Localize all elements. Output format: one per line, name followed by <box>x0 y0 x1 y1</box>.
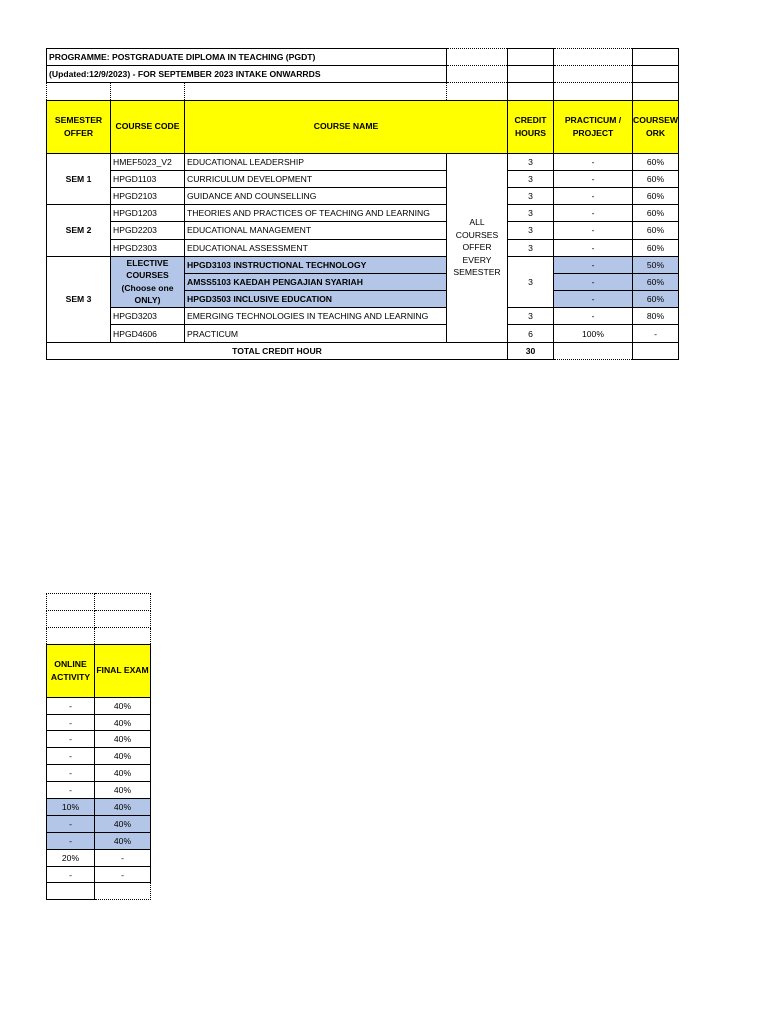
table-row <box>47 849 151 866</box>
final-value: 40% <box>95 731 151 748</box>
final-value: - <box>95 866 151 883</box>
course-name: THEORIES AND PRACTICES OF TEACHING AND LEARNING <box>185 205 447 222</box>
coursework-value: 60% <box>633 187 679 204</box>
credit-hours: 6 <box>508 325 554 342</box>
header-credit-hours: CREDIT HOURS <box>508 100 554 153</box>
final-value: 40% <box>95 748 151 765</box>
updated-note: (Updated:12/9/2023) - FOR SEPTEMBER 2023 INTAKE ONWARRDS <box>47 66 447 83</box>
table-row <box>47 866 151 883</box>
table-row <box>47 697 151 714</box>
course-code: HPGD2303 <box>111 239 185 256</box>
elective-label: ELECTIVE COURSES (Choose one ONLY) <box>111 256 185 308</box>
coursework-value: 60% <box>633 291 679 308</box>
online-value: 10% <box>47 799 95 816</box>
total-value: 30 <box>508 342 554 359</box>
course-name: CURRICULUM DEVELOPMENT <box>185 170 447 187</box>
coursework-value: 60% <box>633 239 679 256</box>
table-row <box>47 256 679 273</box>
header-course-name: COURSE NAME <box>185 100 508 153</box>
header-online-activity: ONLINE ACTIVITY <box>47 644 95 697</box>
course-code: HPGD4606 <box>111 325 185 342</box>
table-row <box>47 765 151 782</box>
course-name: PRACTICUM <box>185 325 447 342</box>
final-value: 40% <box>95 782 151 799</box>
course-code: HPGD2103 <box>111 187 185 204</box>
online-value: - <box>47 765 95 782</box>
course-code: HPGD3203 <box>111 308 185 325</box>
table-row <box>47 782 151 799</box>
table-row <box>47 325 679 342</box>
coursework-value: 60% <box>633 205 679 222</box>
assessment-table <box>46 593 151 900</box>
online-value: - <box>47 866 95 883</box>
practicum-value: - <box>554 239 633 256</box>
credit-hours: 3 <box>508 222 554 239</box>
credit-hours: 3 <box>508 187 554 204</box>
offer-note: ALL COURSES OFFER EVERY SEMESTER <box>447 153 508 342</box>
semester-label: SEM 1 <box>47 153 111 205</box>
header-coursework: COURSEWORK <box>633 100 679 153</box>
course-code: HPGD1103 <box>111 170 185 187</box>
practicum-value: - <box>554 153 633 170</box>
online-value: - <box>47 815 95 832</box>
table-row <box>47 748 151 765</box>
practicum-value: - <box>554 170 633 187</box>
table-row <box>47 153 679 170</box>
practicum-value: - <box>554 256 633 273</box>
table-row <box>47 187 679 204</box>
table-row <box>47 832 151 849</box>
course-name: GUIDANCE AND COUNSELLING <box>185 187 447 204</box>
course-name: AMSS5103 KAEDAH PENGAJIAN SYARIAH <box>185 273 447 290</box>
programme-title: PROGRAMME: POSTGRADUATE DIPLOMA IN TEACHING (PGDT) <box>47 49 447 66</box>
practicum-value: - <box>554 308 633 325</box>
credit-hours: 3 <box>508 256 554 308</box>
table-row <box>47 205 679 222</box>
final-value: 40% <box>95 799 151 816</box>
course-name: EDUCATIONAL ASSESSMENT <box>185 239 447 256</box>
coursework-value: 60% <box>633 222 679 239</box>
course-name: HPGD3503 INCLUSIVE EDUCATION <box>185 291 447 308</box>
total-row <box>47 342 679 359</box>
course-name: EDUCATIONAL LEADERSHIP <box>185 153 447 170</box>
table-row <box>47 799 151 816</box>
course-name: HPGD3103 INSTRUCTIONAL TECHNOLOGY <box>185 256 447 273</box>
coursework-value: - <box>633 325 679 342</box>
practicum-value: - <box>554 187 633 204</box>
semester-label: SEM 3 <box>47 256 111 342</box>
coursework-value: 60% <box>633 273 679 290</box>
final-value: - <box>95 849 151 866</box>
coursework-value: 60% <box>633 170 679 187</box>
practicum-value: - <box>554 291 633 308</box>
total-label: TOTAL CREDIT HOUR <box>47 342 508 359</box>
table-row <box>47 222 679 239</box>
header-practicum: PRACTICUM / PROJECT <box>554 100 633 153</box>
final-value: 40% <box>95 832 151 849</box>
online-value: - <box>47 731 95 748</box>
coursework-value: 80% <box>633 308 679 325</box>
table-row <box>47 170 679 187</box>
table-row <box>47 308 679 325</box>
credit-hours: 3 <box>508 308 554 325</box>
header-course-code: COURSE CODE <box>111 100 185 153</box>
header-semester: SEMESTER OFFER <box>47 100 111 153</box>
course-structure-table <box>46 48 679 360</box>
table-row <box>47 731 151 748</box>
table-row <box>47 714 151 731</box>
online-value: 20% <box>47 849 95 866</box>
coursework-value: 50% <box>633 256 679 273</box>
online-value: - <box>47 748 95 765</box>
course-code: HMEF5023_V2 <box>111 153 185 170</box>
credit-hours: 3 <box>508 205 554 222</box>
online-value: - <box>47 714 95 731</box>
credit-hours: 3 <box>508 170 554 187</box>
header-final-exam: FINAL EXAM <box>95 644 151 697</box>
practicum-value: - <box>554 222 633 239</box>
table-row <box>47 815 151 832</box>
final-value: 40% <box>95 714 151 731</box>
final-value: 40% <box>95 815 151 832</box>
semester-label: SEM 2 <box>47 205 111 257</box>
table-row <box>47 239 679 256</box>
practicum-value: 100% <box>554 325 633 342</box>
credit-hours: 3 <box>508 239 554 256</box>
practicum-value: - <box>554 273 633 290</box>
coursework-value: 60% <box>633 153 679 170</box>
course-name: EMERGING TECHNOLOGIES IN TEACHING AND LEARNING <box>185 308 447 325</box>
course-code: HPGD2203 <box>111 222 185 239</box>
online-value: - <box>47 697 95 714</box>
final-value: 40% <box>95 697 151 714</box>
course-code: HPGD1203 <box>111 205 185 222</box>
course-name: EDUCATIONAL MANAGEMENT <box>185 222 447 239</box>
online-value: - <box>47 782 95 799</box>
credit-hours: 3 <box>508 153 554 170</box>
final-value: 40% <box>95 765 151 782</box>
online-value: - <box>47 832 95 849</box>
practicum-value: - <box>554 205 633 222</box>
